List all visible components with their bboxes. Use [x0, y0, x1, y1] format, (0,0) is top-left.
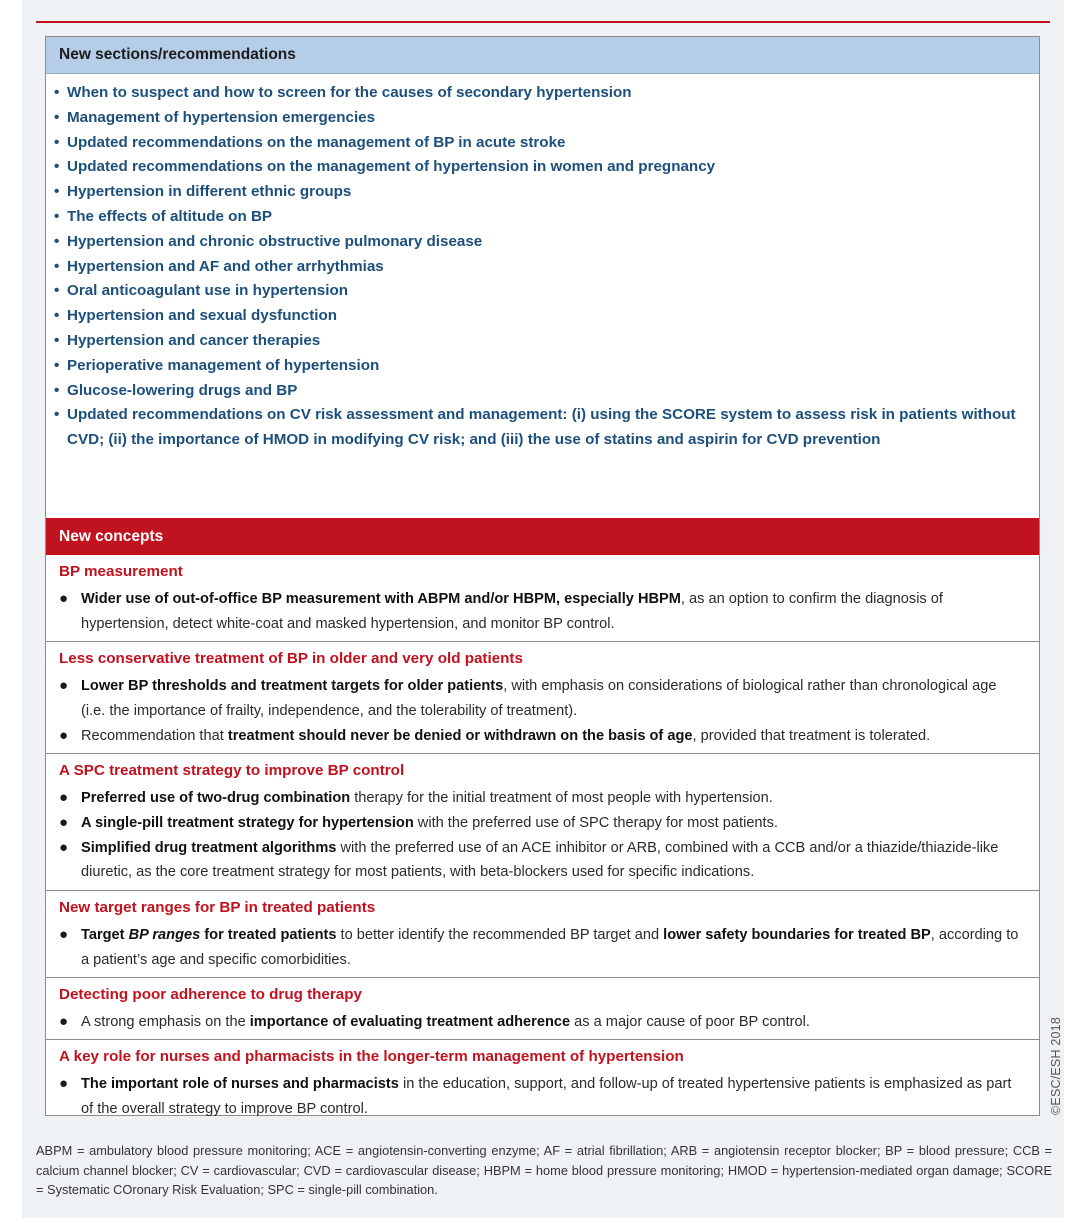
recommendations-table	[45, 36, 1040, 1116]
body-text: with the preferred use of an ACE inhibitor or ARB, combined with a CCB and/or a thiazide/thiazide-like diuretic, as the core treatment strategy for most patients, with beta-blockers used for specific indications.	[81, 839, 999, 881]
new-section-item	[54, 379, 1039, 404]
new-concepts-list	[46, 555, 1039, 1152]
new-section-item	[54, 279, 1039, 304]
bold-text: Lower BP thresholds and treatment targets for older patients	[81, 678, 504, 694]
new-section-text: Hypertension and chronic obstructive pulmonary disease	[67, 232, 483, 250]
new-section-text: The effects of altitude on BP	[67, 207, 273, 225]
new-section-item	[54, 180, 1039, 205]
concept-title: Less conservative treatment of BP in older and very old patients	[59, 650, 523, 667]
concept-bullet	[59, 1010, 1019, 1035]
concept-title: Detecting poor adherence to drug therapy	[59, 986, 362, 1003]
bullet-dot: ●	[59, 1013, 69, 1030]
body-text: , as an option to confirm the diagnosis of hypertension, detect white-coat and masked hypertension, and monitor BP control.	[81, 591, 943, 632]
new-section-text: Perioperative management of hypertension	[67, 356, 380, 374]
concept-bullet	[59, 587, 1019, 637]
body-text: A strong emphasis on the	[81, 1014, 250, 1030]
bullet-dot: •	[54, 133, 60, 151]
bullet-dot: •	[54, 282, 60, 300]
bold-text: Simplified drug treatment algorithms	[81, 839, 337, 856]
new-section-text: Updated recommendations on the management of BP in acute stroke	[67, 133, 566, 151]
new-section-text: Hypertension and sexual dysfunction	[67, 307, 338, 325]
new-section-item	[54, 354, 1039, 379]
bullet-dot: •	[54, 331, 60, 349]
bold-text: lower safety boundaries for treated BP	[663, 927, 931, 943]
bullet-dot: •	[54, 232, 60, 250]
bullet-dot: ●	[59, 838, 69, 856]
bold-text: Target	[81, 927, 129, 943]
new-section-item	[54, 81, 1039, 106]
new-section-item	[54, 106, 1039, 131]
new-section-item	[54, 255, 1039, 280]
body-text: with the preferred use of SPC therapy for most patients.	[413, 814, 778, 831]
new-section-item	[54, 230, 1039, 255]
bullet-dot: ●	[59, 677, 69, 694]
bullet-dot: •	[54, 381, 60, 399]
bullet-dot: •	[54, 183, 60, 201]
concept-bullet	[59, 811, 1019, 836]
concept-bullet	[59, 674, 1019, 724]
new-section-text: Management of hypertension emergencies	[67, 108, 376, 126]
new-section-text: When to suspect and how to screen for the causes of secondary hypertension	[67, 84, 632, 101]
new-section-item	[54, 329, 1039, 354]
new-section-text: Updated recommendations on CV risk assessment and management: (i) using the SCORE system to assess risk in patients without CVD; (ii) the importance of HMOD in modifying CV risk; and (iii) the use of statins and aspirin for CVD prevention	[67, 406, 1016, 449]
new-section-item	[54, 304, 1039, 329]
new-section-text: Hypertension and cancer therapies	[67, 331, 321, 349]
concept-section	[46, 1040, 1039, 1152]
bold-text: importance of evaluating treatment adherence	[249, 1014, 571, 1030]
bold-text: BP ranges	[128, 927, 201, 943]
body-text: as a major cause of poor BP control.	[570, 1014, 810, 1030]
concept-section	[46, 555, 1039, 642]
bullet-dot: •	[54, 356, 60, 374]
new-section-text: Updated recommendations on the management of hypertension in women and pregnancy	[67, 158, 716, 176]
new-sections-list	[46, 74, 1039, 518]
bullet-dot: •	[54, 108, 60, 126]
body-text: Recommendation that	[81, 727, 228, 744]
concept-bullet	[59, 786, 1019, 811]
new-section-item	[54, 155, 1039, 180]
bullet-dot: •	[54, 307, 60, 325]
new-section-item	[54, 131, 1039, 156]
concept-title: A SPC treatment strategy to improve BP control	[59, 762, 405, 779]
new-section-text: Hypertension and AF and other arrhythmias	[67, 257, 384, 275]
new-sections-header: New sections/recommendations	[46, 37, 1039, 74]
bullet-dot: ●	[59, 813, 69, 831]
concept-title: BP measurement	[59, 563, 183, 580]
abbreviations-footnote: ABPM = ambulatory blood pressure monitoring; ACE = angiotensin-converting enzyme; AF = atrial fibrillation; ARB = angiotensin receptor blocker; BP = blood pressure; CCB = calcium channel blocker; CV = cardiovascular; CVD = cardiovascular disease; HBPM = home blood pressure monitoring; HMOD = hypertension-mediated organ damage; SCORE = Systematic COronary Risk Evaluation; SPC = single-pill combination.	[36, 1143, 1052, 1198]
new-concepts-header: New concepts	[46, 518, 1039, 555]
concept-bullet	[59, 836, 1019, 886]
concept-section	[46, 754, 1039, 891]
new-section-text: Oral anticoagulant use in hypertension	[67, 282, 349, 300]
bullet-dot: ●	[59, 789, 69, 806]
bullet-dot: •	[54, 158, 60, 176]
body-text: , provided that treatment is tolerated.	[692, 727, 931, 744]
bold-text: A single-pill treatment strategy for hypertension	[81, 814, 414, 831]
new-section-text: Glucose-lowering drugs and BP	[67, 381, 298, 399]
concept-section	[46, 978, 1039, 1040]
concept-bullet	[59, 724, 1019, 749]
concept-section	[46, 642, 1039, 754]
new-section-text: Hypertension in different ethnic groups	[67, 183, 352, 201]
body-text: , with emphasis on considerations of biological rather than chronological age (i.e. the importance of frailty, independence, and the tolerability of treatment).	[81, 678, 997, 719]
bullet-dot: •	[54, 257, 60, 275]
bullet-dot: •	[54, 84, 60, 101]
new-section-item	[54, 403, 1039, 453]
body-text: therapy for the initial treatment of most people with hypertension.	[350, 790, 773, 806]
bullet-dot: ●	[59, 726, 69, 744]
concept-bullet	[59, 1072, 1019, 1122]
body-text: , according to a patient’s age and specific comorbidities.	[81, 927, 1019, 968]
body-text: to better identify the recommended BP target and	[336, 927, 664, 943]
bold-text: Preferred use of two-drug combination	[81, 790, 351, 806]
copyright-notice: ©ESC/ESH 2018	[1049, 1017, 1063, 1115]
concept-bullet	[59, 923, 1019, 973]
bullet-dot: •	[54, 406, 60, 424]
bold-text: The important role of nurses and pharmacists	[81, 1076, 399, 1092]
top-red-rule	[36, 21, 1050, 23]
bullet-dot: ●	[59, 926, 69, 943]
bullet-dot: ●	[59, 1075, 69, 1092]
concept-title: A key role for nurses and pharmacists in the longer-term management of hypertension	[59, 1048, 684, 1065]
concept-section	[46, 891, 1039, 978]
concept-title: New target ranges for BP in treated patients	[59, 899, 376, 916]
bullet-dot: •	[54, 207, 60, 225]
bold-text: for treated patients	[200, 927, 337, 943]
bullet-dot: ●	[59, 590, 69, 607]
bold-text: treatment should never be denied or withdrawn on the basis of age	[227, 727, 693, 744]
new-section-item	[54, 205, 1039, 230]
bold-text: Wider use of out-of-office BP measurement with ABPM and/or HBPM, especially HBPM	[81, 591, 681, 607]
body-text: in the education, support, and follow-up of treated hypertensive patients is emphasized as part of the overall strategy to improve BP control.	[81, 1076, 1012, 1117]
